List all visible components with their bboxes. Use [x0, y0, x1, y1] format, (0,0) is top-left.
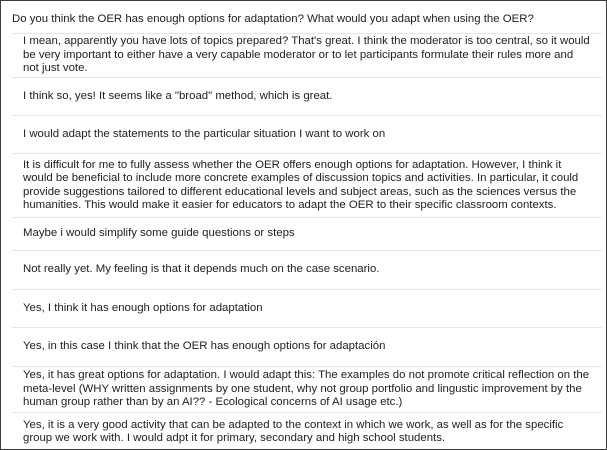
response-item: [12, 78, 602, 116]
response-item: [12, 328, 602, 367]
response-item: [12, 413, 602, 450]
response-text: Yes, it has great options for adaptation. I would adapt this: The examples do not promote critical reflection on the meta-level (WHY written assignments by one student, why not group portfolio and lingustic improvement by the human group rather than by an AI?? - Ecological concerns of AI usage etc.): [23, 369, 590, 409]
response-item: [12, 367, 602, 413]
response-item: [12, 154, 602, 218]
response-item: [12, 251, 602, 290]
response-text: Yes, in this case I think that the OER has enough options for adaptación: [23, 340, 386, 353]
response-text: I think so, yes! It seems like a "broad" method, which is great.: [23, 89, 333, 102]
response-text: Yes, I think it has enough options for adaptation: [23, 301, 263, 314]
response-item: [12, 34, 602, 78]
response-text: It is difficult for me to fully assess whether the OER offers enough options for adaptation. However, I think it would be beneficial to include more concrete examples of discussion topics and activities. In particular, it could provide suggestions tailored to different educational levels and subject areas, such as the sciences versus the humanities. This would make it easier for educators to adapt the OER to their specific classroom contexts.: [23, 158, 579, 211]
response-item: [12, 218, 602, 251]
response-text: I mean, apparently you have lots of topics prepared? That's great. I think the moderator is too central, so it would be very important to either have a very capable moderator or to let participants formulate their rules more and not just vote.: [23, 35, 590, 75]
response-text: Maybe i would simplify some guide questions or steps: [23, 227, 295, 240]
response-text: Not really yet. My feeling is that it depends much on the case scenario.: [23, 263, 380, 276]
response-list: [12, 33, 602, 450]
response-text: I would adapt the statements to the particular situation I want to work on: [23, 127, 386, 140]
response-item: [12, 116, 602, 154]
response-text: Yes, it is a very good activity that can be adapted to the context in which we work, as well as for the specific group we work with. I would adpt it for primary, secondary and high school students.: [23, 418, 564, 444]
response-item: [12, 290, 602, 328]
question-title: Do you think the OER has enough options for adaptation? What would you adapt when using the OER?: [12, 13, 534, 25]
